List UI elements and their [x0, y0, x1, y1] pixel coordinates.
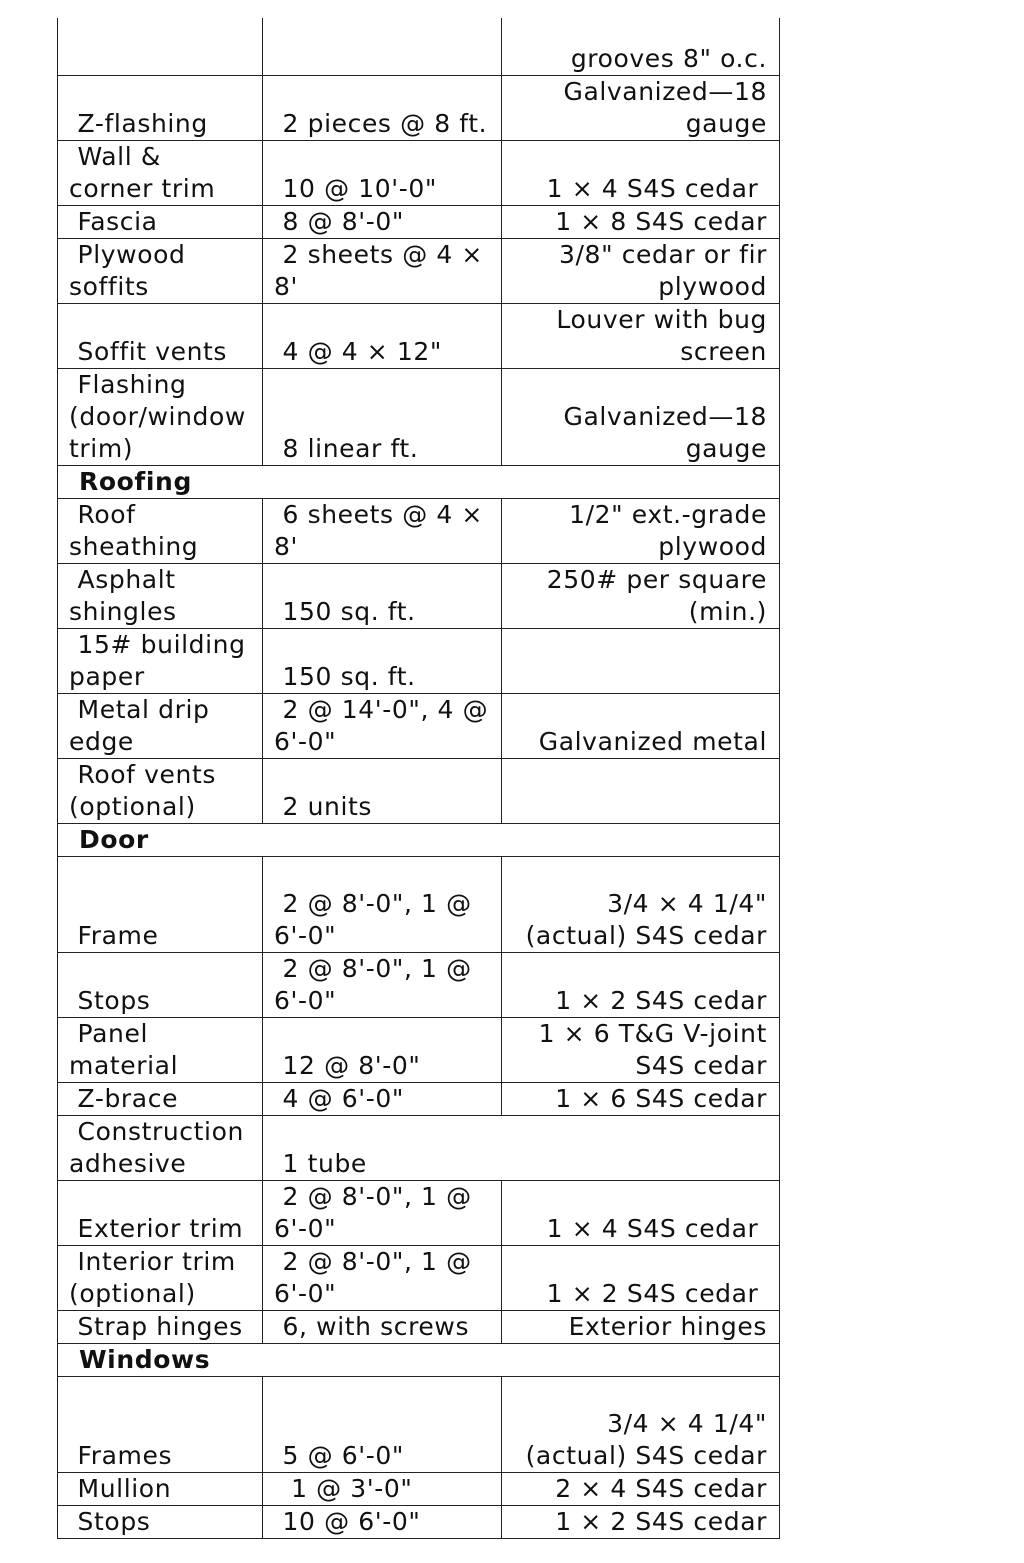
quantity-cell: 6, with screws	[263, 1310, 502, 1343]
table-row	[58, 1505, 780, 1538]
specification-cell: 3/4 × 4 1/4" (actual) S4S cedar	[502, 1376, 780, 1472]
table-row	[58, 140, 780, 205]
quantity-cell: 6 sheets @ 4 × 8'	[263, 498, 502, 563]
specification-cell: 1 × 6 T&G V-joint S4S cedar	[502, 1017, 780, 1082]
specification-cell: 3/8" cedar or fir plywood	[502, 238, 780, 303]
specification-cell: 1 × 6 S4S cedar	[502, 1082, 780, 1115]
item-cell: Panel material	[58, 1017, 263, 1082]
specification-cell: 1 × 2 S4S cedar	[502, 952, 780, 1017]
specification-cell: Exterior hinges	[502, 1310, 780, 1343]
item-cell: Asphalt shingles	[58, 563, 263, 628]
item-cell: Plywood soffits	[58, 238, 263, 303]
specification-cell: 1/2" ext.-grade plywood	[502, 498, 780, 563]
specification-cell: 2 × 4 S4S cedar	[502, 1472, 780, 1505]
item-cell: Strap hinges	[58, 1310, 263, 1343]
item-cell: Frame	[58, 856, 263, 952]
item-cell: Mullion	[58, 1472, 263, 1505]
item-cell: Exterior trim	[58, 1180, 263, 1245]
item-cell: Stops	[58, 1505, 263, 1538]
table-row	[58, 238, 780, 303]
specification-cell	[502, 628, 780, 693]
specification-cell: Galvanized—18 gauge	[502, 75, 780, 140]
item-cell: Z-brace	[58, 1082, 263, 1115]
specification-cell: 1 × 2 S4S cedar	[502, 1505, 780, 1538]
quantity-cell: 4 @ 6'-0"	[263, 1082, 502, 1115]
table-row	[58, 628, 780, 693]
quantity-cell: 1 tube	[263, 1115, 780, 1180]
quantity-cell: 10 @ 10'-0"	[263, 140, 502, 205]
quantity-cell: 2 sheets @ 4 × 8'	[263, 238, 502, 303]
item-cell: Metal drip edge	[58, 693, 263, 758]
quantity-cell: 2 @ 8'-0", 1 @ 6'-0"	[263, 856, 502, 952]
item-cell: Frames	[58, 1376, 263, 1472]
specification-cell: Galvanized metal	[502, 693, 780, 758]
table-row	[58, 1245, 780, 1310]
quantity-cell: 2 @ 8'-0", 1 @ 6'-0"	[263, 952, 502, 1017]
table-row	[58, 693, 780, 758]
quantity-cell: 10 @ 6'-0"	[263, 1505, 502, 1538]
table-row	[58, 1115, 780, 1180]
table-row	[58, 1082, 780, 1115]
section-heading: Roofing	[58, 465, 780, 498]
specification-cell: 1 × 8 S4S cedar	[502, 205, 780, 238]
quantity-cell: 12 @ 8'-0"	[263, 1017, 502, 1082]
table-row	[58, 303, 780, 368]
specification-cell: grooves 8" o.c.	[502, 18, 780, 75]
specification-cell: 1 × 4 S4S cedar	[502, 1180, 780, 1245]
quantity-cell: 4 @ 4 × 12"	[263, 303, 502, 368]
item-cell: Construction adhesive	[58, 1115, 263, 1180]
table-row	[58, 952, 780, 1017]
table-row	[58, 1472, 780, 1505]
item-cell	[58, 18, 263, 75]
quantity-cell: 150 sq. ft.	[263, 563, 502, 628]
section-header-row	[58, 1343, 780, 1376]
specification-cell: 3/4 × 4 1/4" (actual) S4S cedar	[502, 856, 780, 952]
quantity-cell: 2 units	[263, 758, 502, 823]
table-row	[58, 75, 780, 140]
section-header-row	[58, 823, 780, 856]
quantity-cell	[263, 18, 502, 75]
quantity-cell: 2 pieces @ 8 ft.	[263, 75, 502, 140]
table-row	[58, 1017, 780, 1082]
quantity-cell: 2 @ 8'-0", 1 @ 6'-0"	[263, 1180, 502, 1245]
quantity-cell: 8 @ 8'-0"	[263, 205, 502, 238]
specification-cell: Louver with bug screen	[502, 303, 780, 368]
quantity-cell: 2 @ 14'-0", 4 @ 6'-0"	[263, 693, 502, 758]
materials-table-body	[58, 18, 780, 1538]
quantity-cell: 150 sq. ft.	[263, 628, 502, 693]
quantity-cell: 8 linear ft.	[263, 368, 502, 465]
quantity-cell: 5 @ 6'-0"	[263, 1376, 502, 1472]
table-row	[58, 563, 780, 628]
table-row	[58, 368, 780, 465]
table-row	[58, 498, 780, 563]
table-row	[58, 758, 780, 823]
specification-cell: Galvanized—18 gauge	[502, 368, 780, 465]
table-row	[58, 205, 780, 238]
specification-cell: 1 × 4 S4S cedar	[502, 140, 780, 205]
specification-cell: 1 × 2 S4S cedar	[502, 1245, 780, 1310]
quantity-cell: 1 @ 3'-0"	[263, 1472, 502, 1505]
specification-cell	[502, 758, 780, 823]
item-cell: 15# building paper	[58, 628, 263, 693]
item-cell: Fascia	[58, 205, 263, 238]
item-cell: Wall & corner trim	[58, 140, 263, 205]
materials-table	[57, 18, 780, 1539]
section-header-row	[58, 465, 780, 498]
table-row	[58, 18, 780, 75]
item-cell: Roof sheathing	[58, 498, 263, 563]
item-cell: Z-flashing	[58, 75, 263, 140]
quantity-cell: 2 @ 8'-0", 1 @ 6'-0"	[263, 1245, 502, 1310]
item-cell: Flashing (door/window trim)	[58, 368, 263, 465]
table-row	[58, 856, 780, 952]
item-cell: Roof vents (optional)	[58, 758, 263, 823]
item-cell: Stops	[58, 952, 263, 1017]
section-heading: Door	[58, 823, 780, 856]
specification-cell: 250# per square (min.)	[502, 563, 780, 628]
item-cell: Soffit vents	[58, 303, 263, 368]
table-row	[58, 1376, 780, 1472]
table-row	[58, 1180, 780, 1245]
section-heading: Windows	[58, 1343, 780, 1376]
item-cell: Interior trim (optional)	[58, 1245, 263, 1310]
table-row	[58, 1310, 780, 1343]
